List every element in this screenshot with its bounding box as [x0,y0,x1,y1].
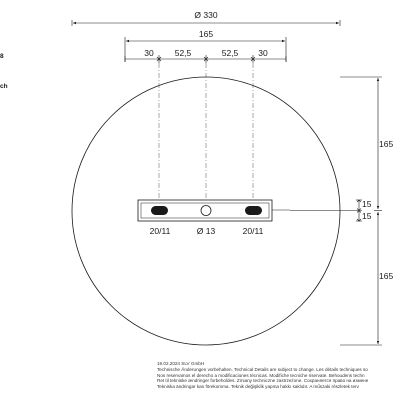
bracket-lower-label: 15 [362,211,372,221]
side-fragment-middle: ch [0,83,8,90]
overall-diameter-label: Ø 330 [194,10,218,20]
center-hole-label: Ø 13 [196,226,216,236]
projection-lines [159,63,253,204]
footer-date-company: 19.02.2024 SLV GmbH [157,361,205,366]
hole-spacing-dimension [125,48,286,63]
right-slot-label: 20/11 [242,226,264,236]
left-slot-label: 20/11 [149,226,171,236]
upper-height-label: 165 [379,139,394,149]
left-spacing-label: 52,5 [174,48,192,58]
footer-line: Ret til tekniske ændringer forbeholdes. Zmiany techniczne zastrzeżone. Сохраняется право на измене [157,378,369,384]
footer-line: Technische Änderungen vorbehalten. Technical Details are subject to change. Les détails techniques so [157,366,368,372]
right-spacing-label: 52,5 [221,48,239,58]
lower-height-label: 165 [379,271,394,281]
bracket-upper-label: 15 [362,199,372,209]
right-mounting-slot [245,206,262,215]
footer-notes [157,361,407,390]
footer-line: Tekniska ändringar kan förekomma. Teknik değişiklik yapma hakkı saklıdır. A műszaki részletek terv [157,384,359,390]
overall-diameter-dimension [72,10,340,26]
right-margin-label: 30 [258,48,268,58]
left-mounting-slot [151,206,168,215]
center-hole [201,206,211,216]
side-fragment-top: 8 [0,53,4,60]
bracket-height-dimension [290,199,372,221]
left-margin-label: 30 [144,48,154,58]
span-label: 165 [198,29,214,39]
footer-line: Nos reservamos el derecho a modificaciones técnicas. Modifiche tecniche riservate. Behoudens techn [157,372,365,378]
